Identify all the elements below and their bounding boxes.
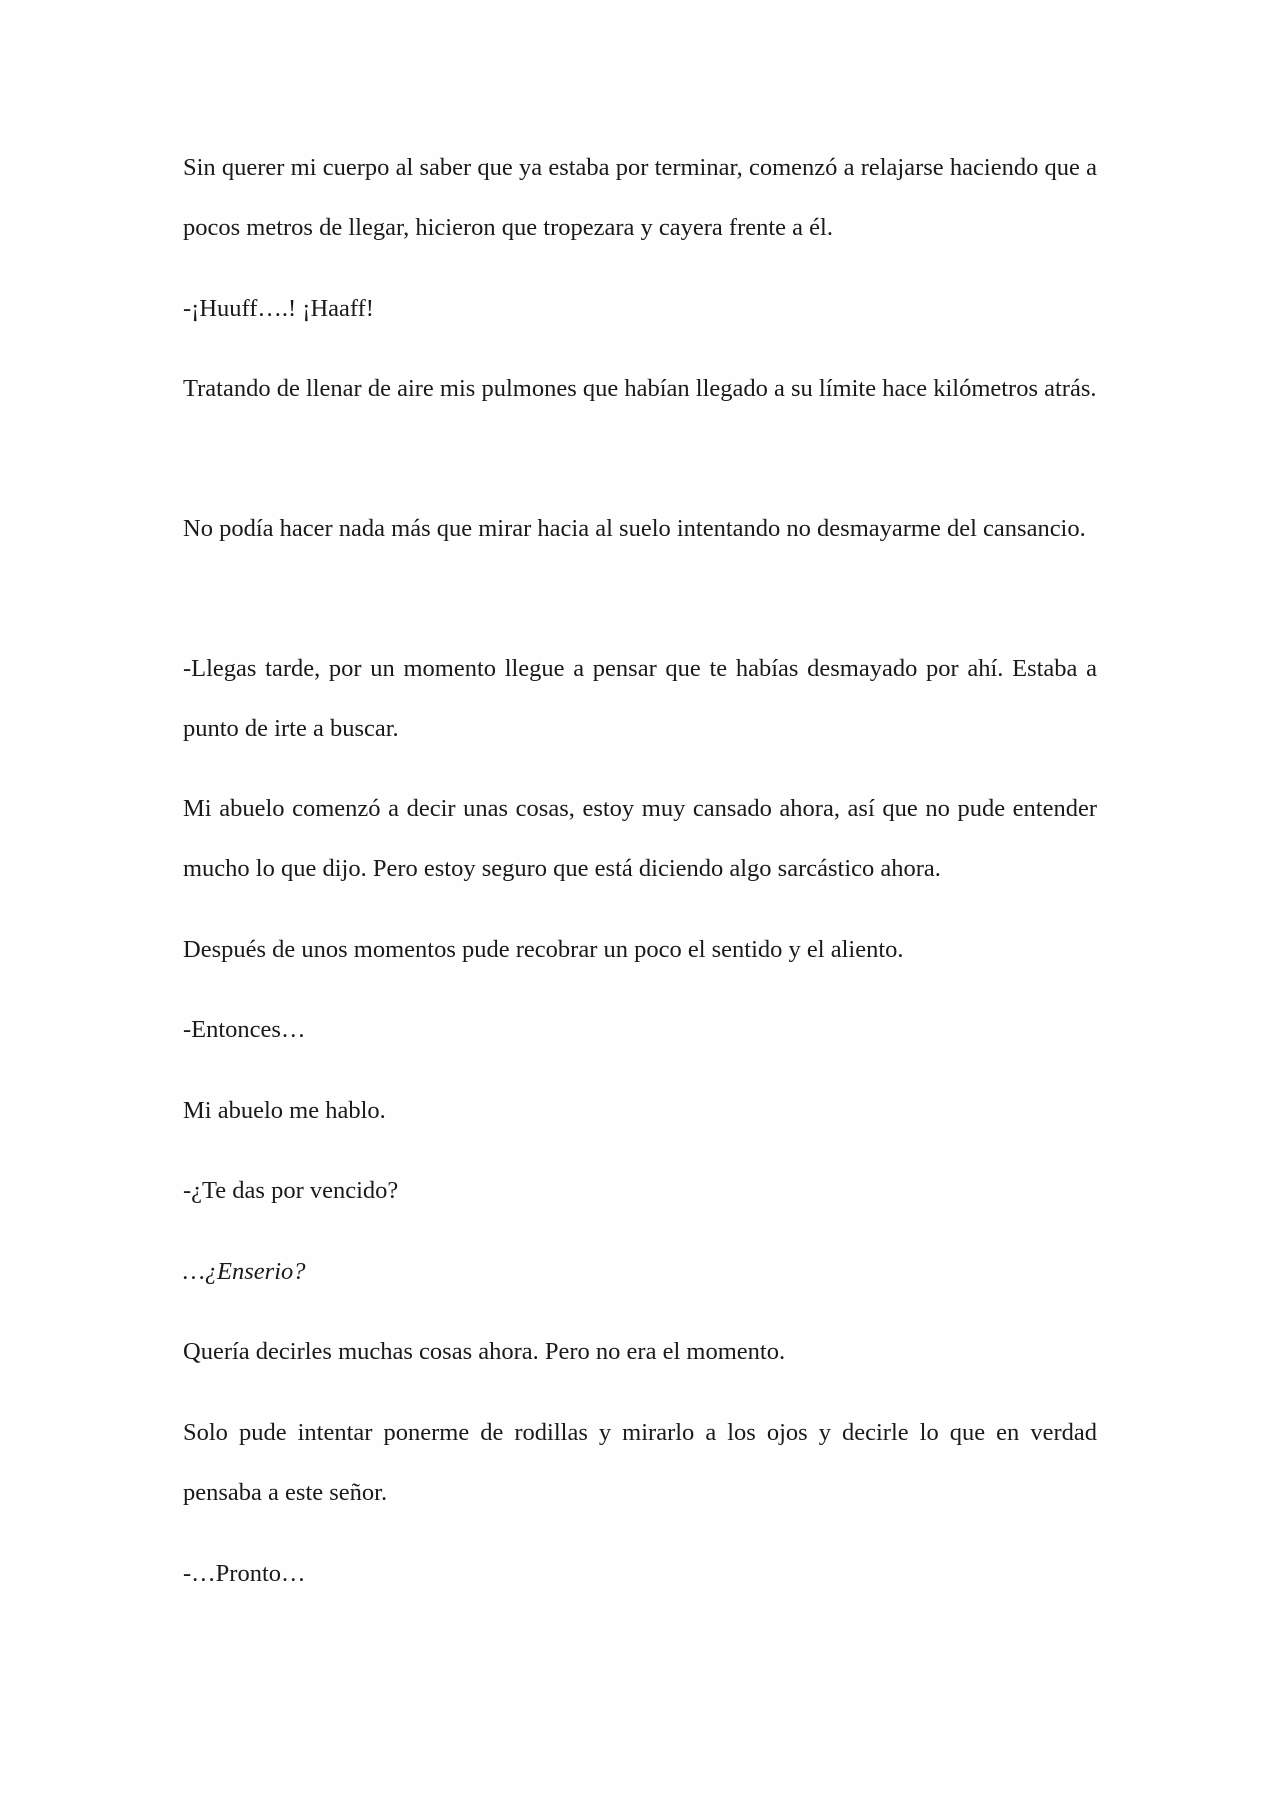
paragraph-8: -Entonces… [183, 1016, 306, 1043]
paragraph-6: Mi abuelo comenzó a decir unas cosas, estoy muy cansado ahora, así que no pude entender mucho lo que dijo. Pero estoy seguro que está diciendo algo sarcástico ahora. [183, 795, 1097, 882]
paragraph-7: Después de unos momentos pude recobrar un poco el sentido y el aliento. [183, 936, 904, 963]
paragraph-14: -…Pronto… [183, 1560, 306, 1587]
paragraph-4: No podía hacer nada más que mirar hacia al suelo intentando no desmayarme del cansancio. [183, 515, 1086, 542]
paragraph-10: -¿Te das por vencido? [183, 1177, 399, 1204]
paragraph-1: Sin querer mi cuerpo al saber que ya estaba por terminar, comenzó a relajarse haciendo que a pocos metros de llegar, hicieron que tropezara y cayera frente a él. [183, 154, 1097, 241]
paragraph-2: -¡Huuff….! ¡Haaff! [183, 295, 374, 322]
paragraph-12: Quería decirles muchas cosas ahora. Pero no era el momento. [183, 1338, 786, 1365]
paragraph-13: Solo pude intentar ponerme de rodillas y mirarlo a los ojos y decirle lo que en verdad pensaba a este señor. [183, 1419, 1097, 1506]
paragraph-5: -Llegas tarde, por un momento llegue a pensar que te habías desmayado por ahí. Estaba a punto de irte a buscar. [183, 655, 1097, 742]
paragraph-9: Mi abuelo me hablo. [183, 1097, 386, 1124]
paragraph-3: Tratando de llenar de aire mis pulmones que habían llegado a su límite hace kilómetros atrás. [183, 375, 1097, 402]
paragraph-11-italic: …¿Enserio? [183, 1258, 306, 1285]
